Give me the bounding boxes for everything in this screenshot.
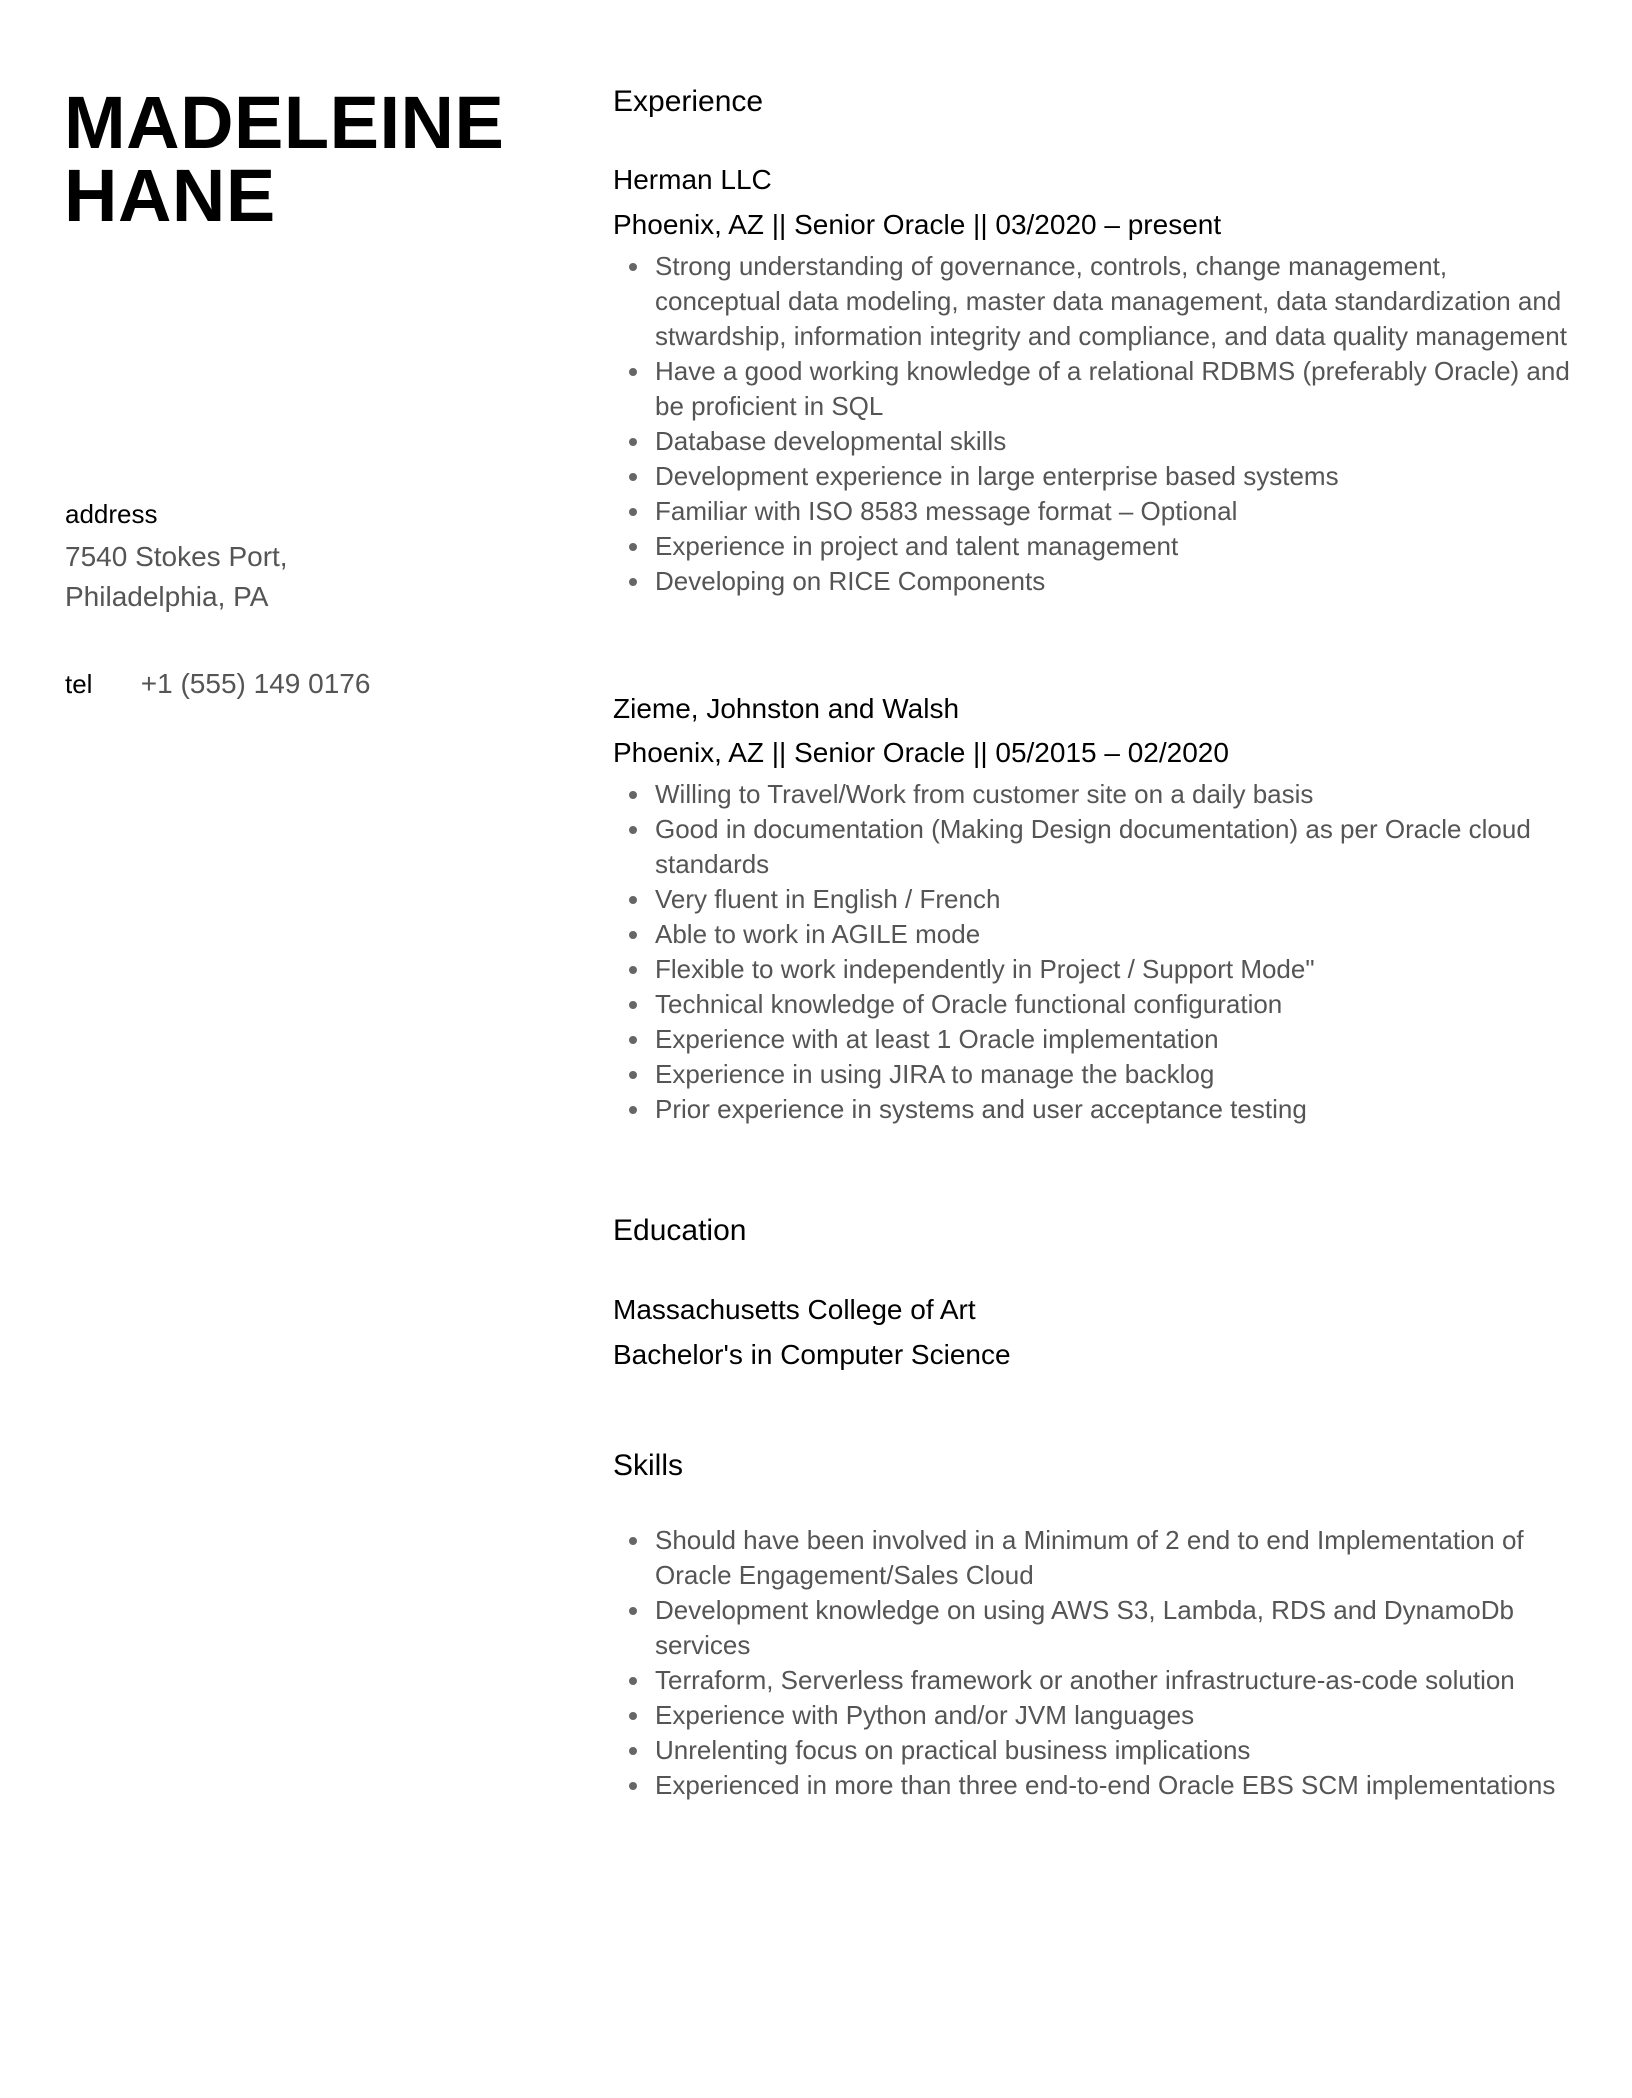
candidate-name — [64, 81, 564, 237]
list-item: Willing to Travel/Work from customer site on a daily basis — [655, 777, 1573, 812]
address-line-1: 7540 Stokes Port, — [65, 541, 288, 572]
list-item: Good in documentation (Making Design documentation) as per Oracle cloud standards — [655, 812, 1573, 882]
list-item: Experience with at least 1 Oracle implementation — [655, 1022, 1573, 1057]
job-company: Herman LLC — [613, 164, 772, 195]
list-item: Very fluent in English / French — [655, 882, 1573, 917]
list-item: Technical knowledge of Oracle functional configuration — [655, 987, 1573, 1022]
school-name: Massachusetts College of Art — [613, 1294, 976, 1325]
list-item: Experience in project and talent management — [655, 529, 1573, 564]
list-item: Able to work in AGILE mode — [655, 917, 1573, 952]
list-item: Development knowledge on using AWS S3, Lambda, RDS and DynamoDb services — [655, 1593, 1573, 1663]
list-item: Database developmental skills — [655, 424, 1573, 459]
skills-heading: Skills — [613, 1449, 684, 1482]
list-item: Flexible to work independently in Project / Support Mode" — [655, 952, 1573, 987]
tel-label: tel — [65, 669, 93, 699]
list-item: Terraform, Serverless framework or another infrastructure-as-code solution — [655, 1663, 1573, 1698]
experience-heading: Experience — [613, 85, 764, 118]
education-heading: Education — [613, 1214, 747, 1247]
job-meta: Phoenix, AZ || Senior Oracle || 03/2020 – present — [613, 209, 1222, 240]
list-item: Should have been involved in a Minimum of 2 end to end Implementation of Oracle Engagement/Sales Cloud — [655, 1523, 1573, 1593]
job-meta: Phoenix, AZ || Senior Oracle || 05/2015 – 02/2020 — [613, 737, 1229, 768]
tel-value: +1 (555) 149 0176 — [140, 668, 371, 699]
job-bullets — [613, 249, 1573, 599]
address-line-2: Philadelphia, PA — [65, 581, 269, 612]
skills-bullets — [613, 1523, 1573, 1803]
list-item: Experienced in more than three end-to-end Oracle EBS SCM implementations — [655, 1768, 1573, 1803]
last-name: HANE — [64, 154, 276, 237]
list-item: Have a good working knowledge of a relational RDBMS (preferably Oracle) and be proficient in SQL — [655, 354, 1573, 424]
list-item: Experience with Python and/or JVM languages — [655, 1698, 1573, 1733]
address-label: address — [65, 499, 158, 529]
list-item: Experience in using JIRA to manage the backlog — [655, 1057, 1573, 1092]
list-item: Strong understanding of governance, controls, change management, conceptual data modeling, master data management, data standardization and stwardship, information integrity and compliance, and data quality management — [655, 249, 1573, 354]
list-item: Developing on RICE Components — [655, 564, 1573, 599]
list-item: Unrelenting focus on practical business implications — [655, 1733, 1573, 1768]
first-name: MADELEINE — [64, 81, 505, 164]
list-item: Development experience in large enterprise based systems — [655, 459, 1573, 494]
job-bullets — [613, 777, 1573, 1127]
job-company: Zieme, Johnston and Walsh — [613, 693, 960, 724]
list-item: Familiar with ISO 8583 message format – Optional — [655, 494, 1573, 529]
tel-row — [65, 664, 370, 704]
address-block — [65, 537, 288, 617]
list-item: Prior experience in systems and user acceptance testing — [655, 1092, 1573, 1127]
degree: Bachelor's in Computer Science — [613, 1339, 1011, 1370]
